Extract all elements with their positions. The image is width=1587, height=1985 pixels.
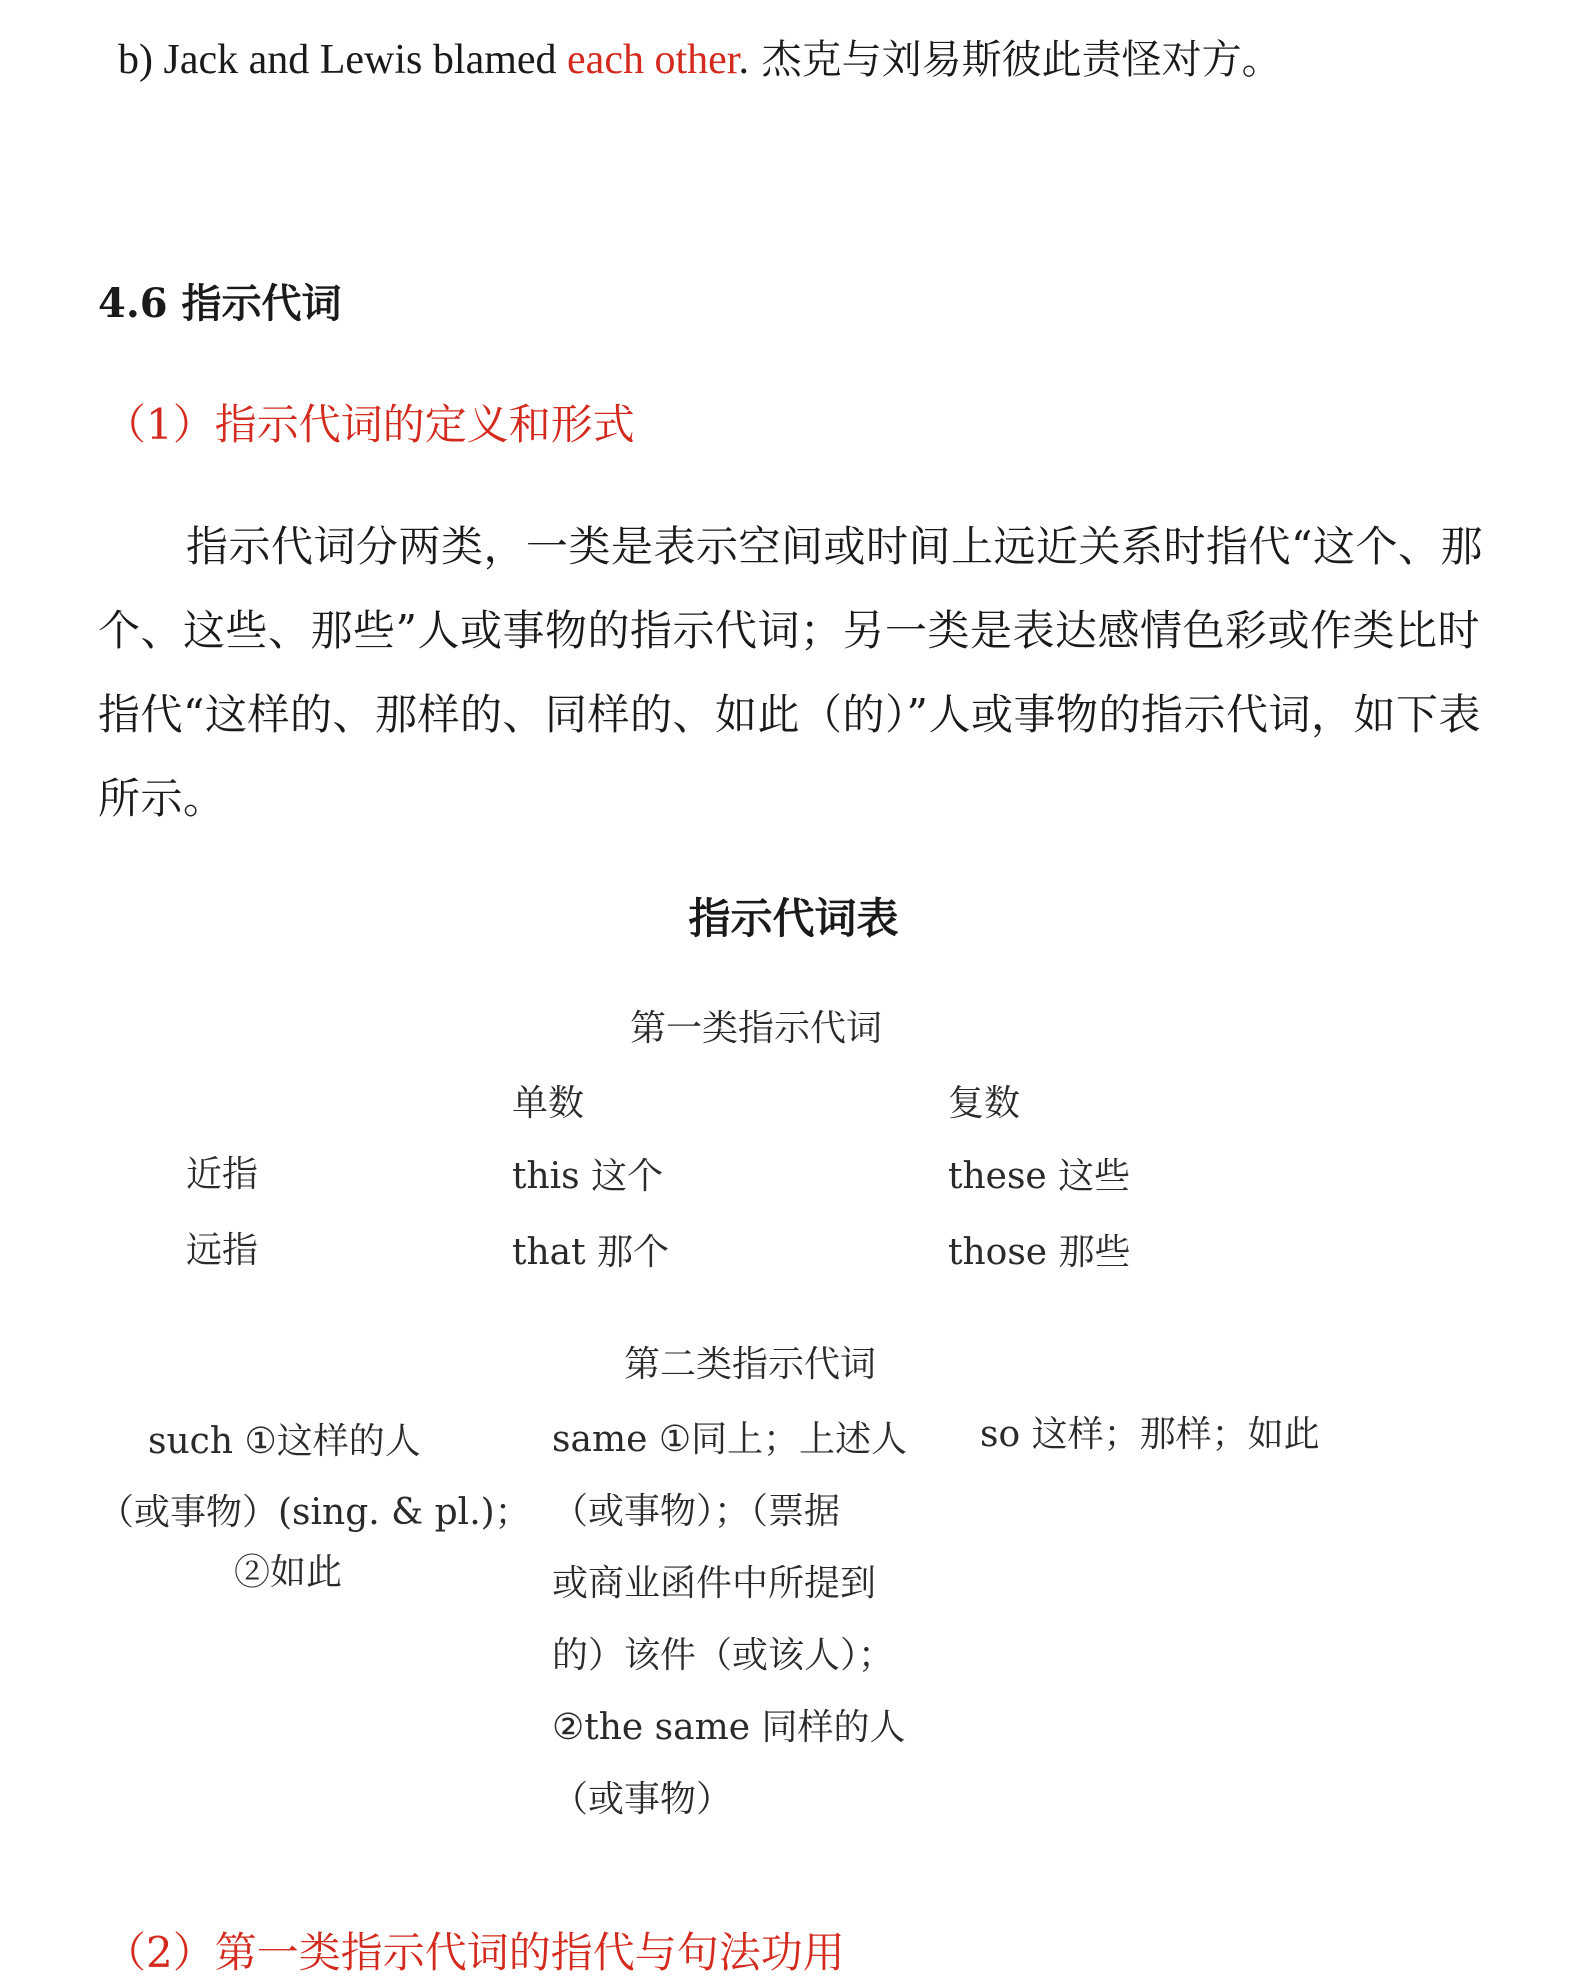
row-label-far: 远指 — [186, 1230, 259, 1271]
so-cell: so 这样；那样；如此 — [980, 1414, 1320, 1455]
cell-this: this 这个 — [512, 1156, 664, 1197]
same-line: （或事物）；（票据 — [552, 1491, 841, 1532]
cell-that: that 那个 — [512, 1232, 670, 1273]
intro-paragraph: 指示代词分两类，一类是表示空间或时间上远近关系时指代“这个、那个、这些、那些”人或事物的指示代词；另一类是表达感情色彩或作类比时指代“这样的、那样的、同样的、如此（的）”人或事物的指示代词，如下表所示。 — [98, 522, 1483, 823]
example-prefix: b) Jack and Lewis blamed — [118, 37, 568, 83]
table-title: 指示代词表 — [688, 894, 899, 943]
example-sentence — [118, 28, 1282, 85]
example-suffix: . — [738, 37, 749, 83]
cell-those: those 那些 — [948, 1232, 1131, 1273]
header-singular: 单数 — [512, 1083, 585, 1124]
header-plural: 复数 — [948, 1083, 1021, 1124]
row-label-near: 近指 — [186, 1154, 259, 1195]
example-highlight: each other — [567, 37, 739, 83]
section-heading: 4.6 指示代词 — [98, 280, 342, 327]
subheading-2: （2）第一类指示代词的指代与句法功用 — [104, 1928, 845, 1977]
same-line: （或事物） — [552, 1779, 733, 1820]
such-line: such ①这样的人 — [148, 1421, 421, 1462]
such-line: （或事物）(sing. & pl.)； — [98, 1492, 531, 1533]
group1-title: 第一类指示代词 — [630, 1008, 883, 1049]
subheading-1: （1）指示代词的定义和形式 — [104, 400, 635, 449]
same-line: ②the same 同样的人 — [552, 1707, 906, 1748]
same-line: same ①同上；上述人 — [552, 1419, 908, 1460]
example-translation: 杰克与刘易斯彼此责怪对方。 — [761, 37, 1282, 83]
such-line: ②如此 — [234, 1552, 343, 1593]
cell-these: these 这些 — [948, 1156, 1131, 1197]
same-cell — [552, 1404, 907, 1836]
group2-title: 第二类指示代词 — [624, 1344, 877, 1385]
same-line: 或商业函件中所提到 — [552, 1563, 877, 1604]
same-line: 的）该件（或该人）； — [552, 1635, 895, 1676]
